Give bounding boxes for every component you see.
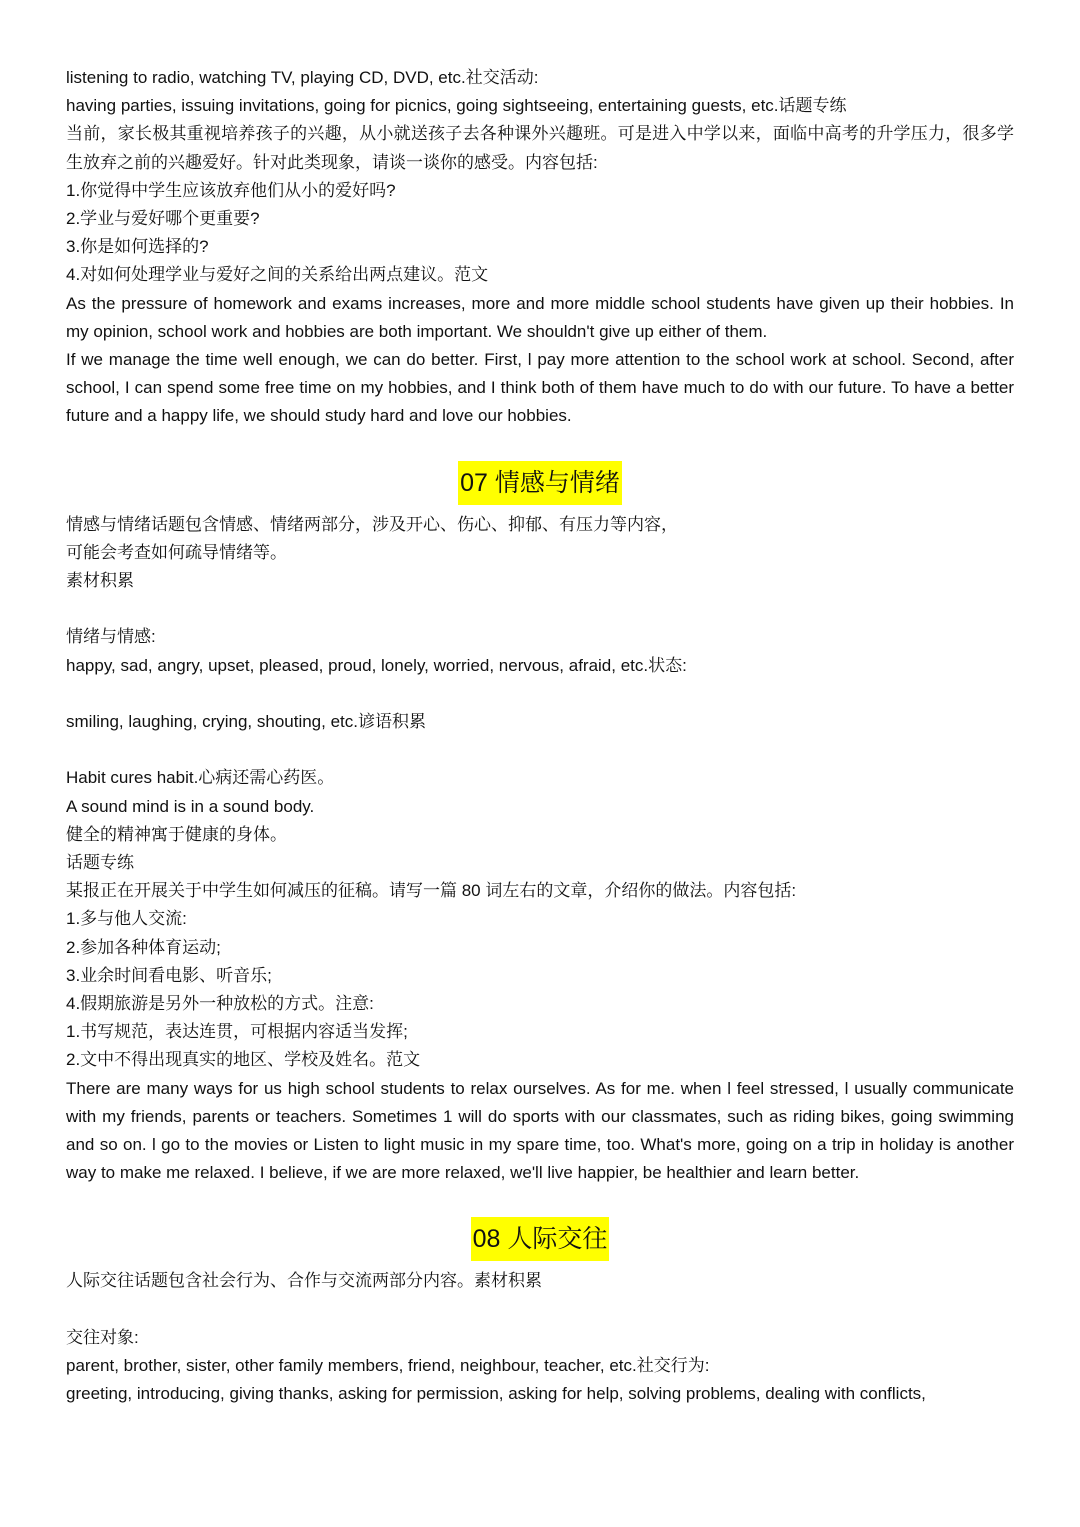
section-heading-07: [66, 461, 1014, 505]
section-intro: 人际交往话题包含社会行为、合作与交流两部分内容。素材积累: [66, 1271, 542, 1291]
spacer: [66, 595, 1014, 623]
note-item: 2.文中不得出现真实的地区、学校及姓名。范文: [66, 1050, 421, 1070]
spacer: [66, 736, 1014, 764]
text-line: having parties, issuing invitations, going for picnics, going sightseeing, entertaining guests, etc.话题专练: [66, 96, 847, 116]
section-heading-08: [66, 1217, 1014, 1261]
note-item: 1.书写规范，表达连贯，可根据内容适当发挥;: [66, 1022, 408, 1042]
essay-paragraph: There are many ways for us high school students to relax ourselves. As for me. when l feel stressed, l usually communicate with my friends, parents or teachers. Sometimes 1 will do sports with our classmates, such as riding bikes, going swimming and so on. l go to the movies or Listen to light music in my spare time, too. What's more, going on a trip in holiday is another way to make me relaxed. I believe, if we are more relaxed, we'll live happier, be healthier and learn better.: [66, 1078, 1014, 1183]
section-intro: 可能会考查如何疏导情绪等。: [66, 542, 287, 562]
essay-paragraph: If we manage the time well enough, we can do better. First, l pay more attention to the school work at school. Second, after school, I can spend some free time on my hobbies, and I think both of them have much to do with our future. To have a better future and a happy life, we should study hard and love our hobbies.: [66, 350, 1014, 426]
task-prompt: 某报正在开展关于中学生如何减压的征稿。请写一篇 80 词左右的文章，介绍你的做法。内容包括:: [66, 881, 797, 901]
section-title: 08 人际交往: [471, 1217, 610, 1261]
subheading: 话题专练: [66, 853, 134, 873]
vocab-line: smiling, laughing, crying, shouting, etc.谚语积累: [66, 712, 426, 732]
proverb-line: A sound mind is in a sound body.: [66, 796, 315, 816]
vocab-line: happy, sad, angry, upset, pleased, proud, lonely, worried, nervous, afraid, etc.状态:: [66, 655, 687, 675]
spacer: [66, 1296, 1014, 1324]
section-intro: 情感与情绪话题包含情感、情绪两部分，涉及开心、伤心、抑郁、有压力等内容，: [66, 514, 678, 534]
spacer: [66, 680, 1014, 708]
essay-paragraph: As the pressure of homework and exams increases, more and more middle school students have given up their hobbies. In my opinion, school work and hobbies are both important. We shouldn't give up either of them.: [66, 293, 1014, 341]
question-item: 4.对如何处理学业与爱好之间的关系给出两点建议。范文: [66, 265, 489, 285]
subheading: 素材积累: [66, 571, 134, 591]
text-line: listening to radio, watching TV, playing CD, DVD, etc.社交活动:: [66, 68, 539, 87]
task-item: 3.业余时间看电影、听音乐;: [66, 965, 272, 985]
task-item: 1.多与他人交流:: [66, 909, 187, 929]
task-item: 4.假期旅游是另外一种放松的方式。注意:: [66, 994, 374, 1014]
vocab-line: parent, brother, sister, other family members, friend, neighbour, teacher, etc.社交行为:: [66, 1356, 710, 1376]
question-item: 2.学业与爱好哪个更重要?: [66, 209, 260, 229]
task-item: 2.参加各种体育运动;: [66, 937, 221, 957]
question-item: 3.你是如何选择的?: [66, 237, 209, 257]
section-title: 07 情感与情绪: [458, 461, 622, 505]
proverb-line: Habit cures habit.心病还需心药医。: [66, 768, 335, 788]
prompt-paragraph: 当前，家长极其重视培养孩子的兴趣，从小就送孩子去各种课外兴趣班。可是进入中学以来，面临中高考的升学压力，很多学生放弃之前的兴趣爱好。针对此类现象，请谈一谈你的感受。内容包括:: [66, 124, 1014, 172]
subheading: 情绪与情感:: [66, 627, 156, 647]
question-item: 1.你觉得中学生应该放弃他们从小的爱好吗?: [66, 180, 396, 200]
subheading: 交往对象:: [66, 1327, 139, 1347]
proverb-translation: 健全的精神寓于健康的身体。: [66, 824, 287, 844]
vocab-line: greeting, introducing, giving thanks, asking for permission, asking for help, solving problems, dealing with conflicts,: [66, 1384, 926, 1404]
